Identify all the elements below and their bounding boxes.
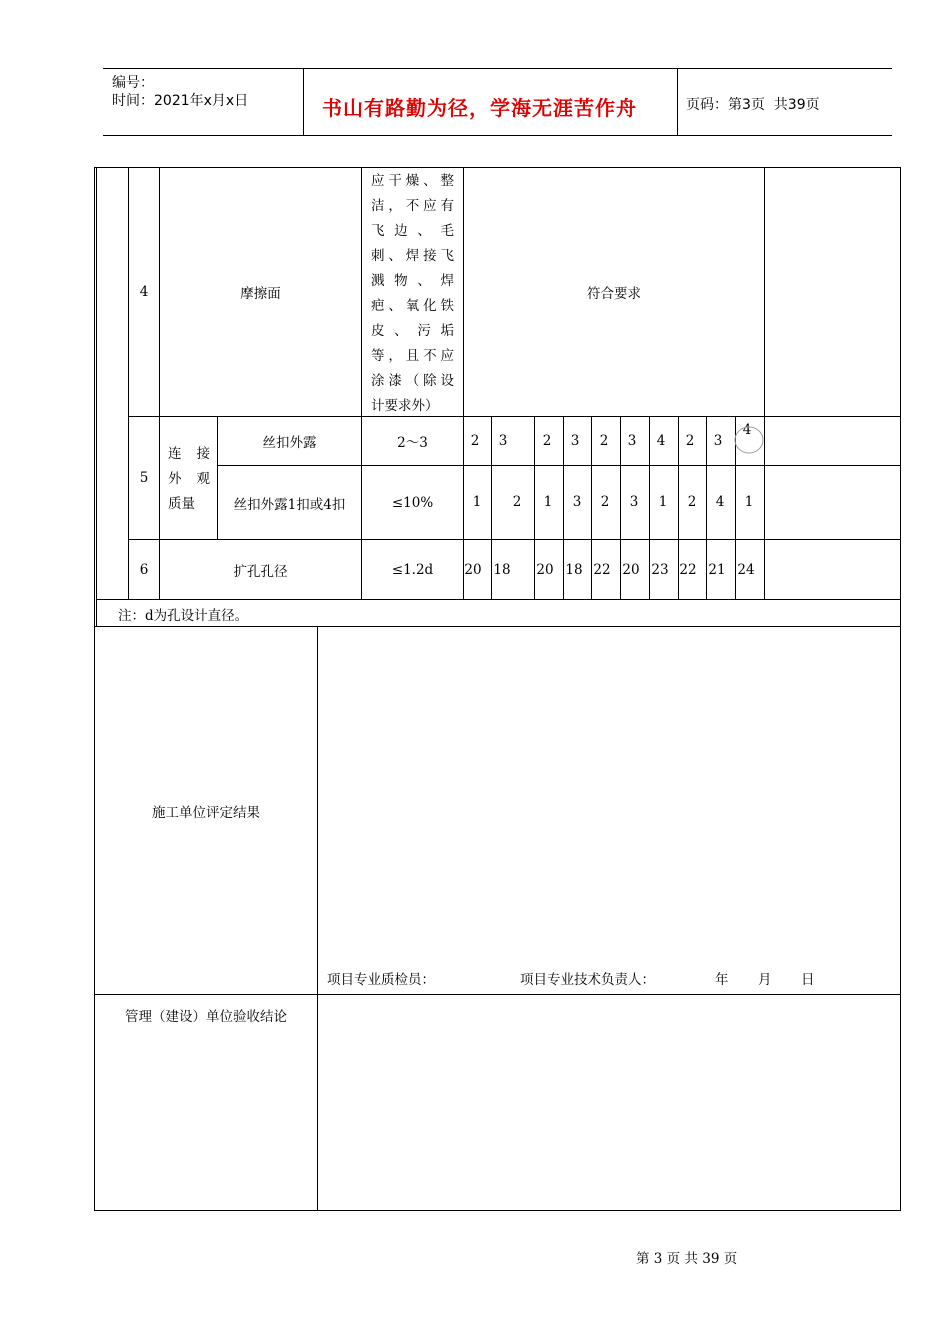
measure-value: 2 bbox=[599, 433, 609, 449]
measure-value: 4 bbox=[656, 433, 666, 449]
measure-value: 2 bbox=[542, 433, 552, 449]
row-number: 6 bbox=[139, 561, 149, 578]
result-text: 符合要求 bbox=[587, 286, 641, 302]
requirement-text: ≤10% bbox=[391, 494, 434, 511]
date-month-label: 月 bbox=[758, 972, 772, 988]
item-name: 丝扣外露 bbox=[262, 435, 317, 451]
measure-value: 3 bbox=[629, 494, 639, 510]
motto-text: 书山有路勤为径，学海无涯苦作舟 bbox=[322, 96, 637, 120]
requirement-text: 2～3 bbox=[397, 435, 428, 451]
page-code: 页码：第3页 共39页 bbox=[686, 97, 820, 113]
measure-value: 4 bbox=[715, 494, 725, 510]
measure-value: 20 bbox=[622, 562, 640, 578]
measure-value: 1 bbox=[543, 494, 553, 510]
measure-value: 2 bbox=[687, 494, 697, 510]
measure-value: 3 bbox=[498, 433, 508, 449]
group-label: 连 接 外 观 质量 bbox=[168, 446, 210, 512]
measure-value: 20 bbox=[464, 562, 482, 578]
inspector-signature-label: 项目专业质检员： bbox=[327, 972, 435, 988]
tech-lead-signature-label: 项目专业技术负责人： bbox=[520, 972, 655, 988]
measure-value: 23 bbox=[651, 562, 669, 578]
measure-value: 2 bbox=[685, 433, 695, 449]
circle-mark-icon bbox=[733, 422, 767, 458]
evaluation-label: 施工单位评定结果 bbox=[152, 804, 260, 821]
row-number: 4 bbox=[139, 284, 149, 300]
item-name: 摩擦面 bbox=[240, 286, 281, 302]
measure-value: 2 bbox=[470, 433, 480, 449]
measure-value: 1 bbox=[658, 494, 668, 510]
measure-value: 4 bbox=[742, 422, 752, 438]
measure-value: 1 bbox=[472, 494, 482, 510]
acceptance-label: 管理（建设）单位验收结论 bbox=[125, 1009, 287, 1025]
measure-value: 3 bbox=[713, 433, 723, 449]
measure-value: 20 bbox=[536, 562, 554, 578]
number-label: 编号： bbox=[112, 75, 154, 91]
measure-value: 3 bbox=[627, 433, 637, 449]
requirement-text: 应干燥、整 洁，不应有 飞 边 、 毛 刺、焊接飞 溅 物 、 焊 疤、氧化铁 皮 、 污 垢 等，且不应 涂漆（除设 计要求外） bbox=[371, 173, 454, 414]
table-note: 注：d为孔设计直径。 bbox=[118, 608, 249, 624]
measure-value: 21 bbox=[708, 562, 726, 578]
measure-value: 24 bbox=[737, 562, 755, 578]
row-number: 5 bbox=[139, 470, 149, 486]
measure-value: 18 bbox=[565, 562, 583, 578]
measure-value: 22 bbox=[679, 562, 697, 578]
measure-value: 22 bbox=[593, 562, 611, 578]
date-year-label: 年 bbox=[715, 972, 729, 988]
measure-value: 2 bbox=[512, 494, 522, 510]
date-label: 时间：2021年x月x日 bbox=[112, 93, 249, 109]
measure-value: 1 bbox=[744, 494, 754, 510]
page-footer: 第 3 页 共 39 页 bbox=[636, 1251, 738, 1267]
measure-value: 18 bbox=[493, 562, 511, 578]
item-name: 丝扣外露1扣或4扣 bbox=[233, 496, 346, 513]
measure-value: 2 bbox=[600, 494, 610, 510]
measure-value: 3 bbox=[570, 433, 580, 449]
measure-value: 3 bbox=[572, 494, 582, 510]
item-name: 扩孔孔径 bbox=[233, 563, 288, 580]
date-day-label: 日 bbox=[801, 972, 815, 988]
requirement-text: ≤1.2d bbox=[391, 561, 434, 578]
